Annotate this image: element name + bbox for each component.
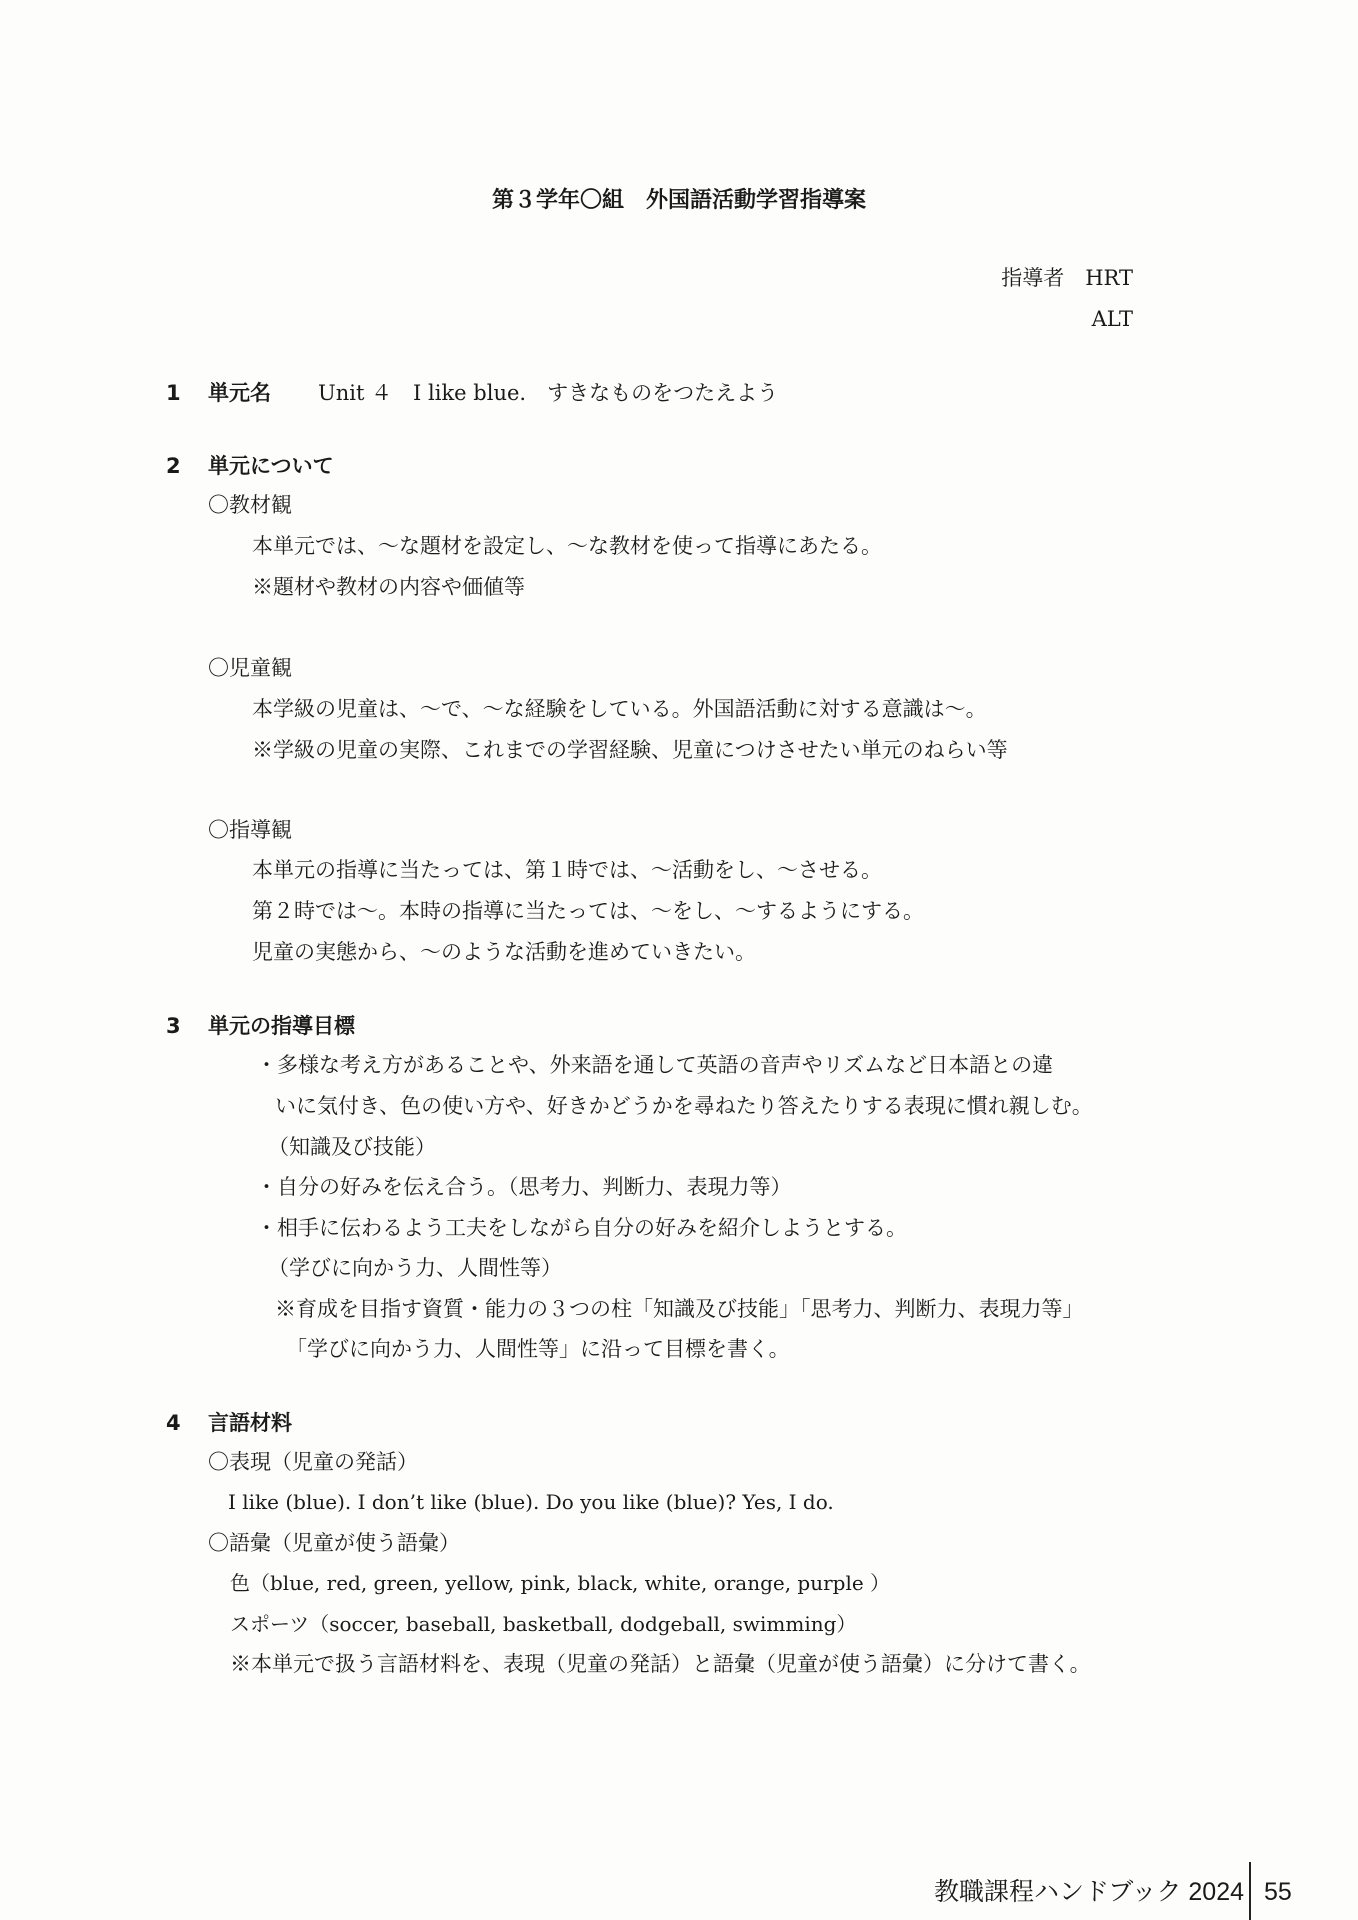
kyozai-line-2: ※題材や教材の内容や価値等: [252, 575, 525, 599]
goal-note-2: 「学びに向かう力、人間性等」に沿って目標を書く。: [286, 1337, 790, 1361]
goi-label: 〇語彙（児童が使う語彙）: [208, 1531, 460, 1555]
goal-note-1: ※育成を目指す資質・能力の３つの柱「知識及び技能」「思考力、判断力、表現力等」: [275, 1297, 1084, 1321]
goal-line-2: いに気付き、色の使い方や、好きかどうかを尋ねたり答えたりする表現に慣れ親しむ。: [275, 1094, 1093, 1118]
instructor-hrt: 指導者 HRT: [1001, 266, 1133, 290]
section1-number: 1: [166, 381, 181, 405]
shido-line-3: 児童の実態から、～のような活動を進めていきたい。: [252, 940, 756, 964]
goal-line-1: ・多様な考え方があることや、外来語を通して英語の音声やリズムなど日本語との違: [256, 1053, 1054, 1077]
goal-line-5: ・相手に伝わるよう工夫をしながら自分の好みを紹介しようとする。: [256, 1216, 907, 1240]
section1-heading: 単元名: [208, 381, 271, 405]
goal-line-3: （知識及び技能）: [268, 1135, 436, 1159]
goi-sports: スポーツ（soccer, baseball, basketball, dodgeball, swimming）: [230, 1612, 857, 1636]
goi-colors: 色（blue, red, green, yellow, pink, black, white, orange, purple ）: [230, 1571, 891, 1595]
unit-name: Unit ４ I like blue. すきなものをつたえよう: [318, 381, 779, 405]
section3-heading: 単元の指導目標: [208, 1014, 355, 1038]
section3-number: 3: [166, 1014, 181, 1038]
section4-heading: 言語材料: [208, 1411, 292, 1435]
document-title: 第３学年〇組 外国語活動学習指導案: [491, 188, 866, 213]
instructor-alt: ALT: [1091, 307, 1133, 331]
goal-line-4: ・自分の好みを伝え合う。（思考力、判断力、表現力等）: [256, 1175, 792, 1199]
jido-line-2: ※学級の児童の実際、これまでの学習経験、児童につけさせたい単元のねらい等: [252, 738, 1008, 762]
kyozai-label: 〇教材観: [208, 493, 292, 517]
goal-line-6: （学びに向かう力、人間性等）: [268, 1256, 562, 1280]
footer-divider: [1249, 1862, 1251, 1920]
section4-number: 4: [166, 1411, 181, 1435]
shido-label: 〇指導観: [208, 818, 292, 842]
jido-line-1: 本学級の児童は、～で、～な経験をしている。外国語活動に対する意識は～。: [252, 697, 987, 721]
hyogen-text: I like (blue). I don’t like (blue). Do you like (blue)? Yes, I do.: [228, 1490, 834, 1514]
language-note: ※本単元で扱う言語材料を、表現（児童の発話）と語彙（児童が使う語彙）に分けて書く。: [230, 1652, 1091, 1676]
footer-handbook-title: 教職課程ハンドブック 2024: [933, 1878, 1244, 1906]
shido-line-2: 第２時では～。本時の指導に当たっては、～をし、～するようにする。: [252, 899, 924, 923]
hyogen-label: 〇表現（児童の発話）: [208, 1450, 418, 1474]
kyozai-line-1: 本単元では、～な題材を設定し、～な教材を使って指導にあたる。: [252, 534, 882, 558]
page-number: 55: [1264, 1878, 1292, 1906]
jido-label: 〇児童観: [208, 656, 292, 680]
section2-number: 2: [166, 454, 181, 478]
section2-heading: 単元について: [208, 454, 334, 478]
shido-line-1: 本単元の指導に当たっては、第１時では、～活動をし、～させる。: [252, 858, 882, 882]
